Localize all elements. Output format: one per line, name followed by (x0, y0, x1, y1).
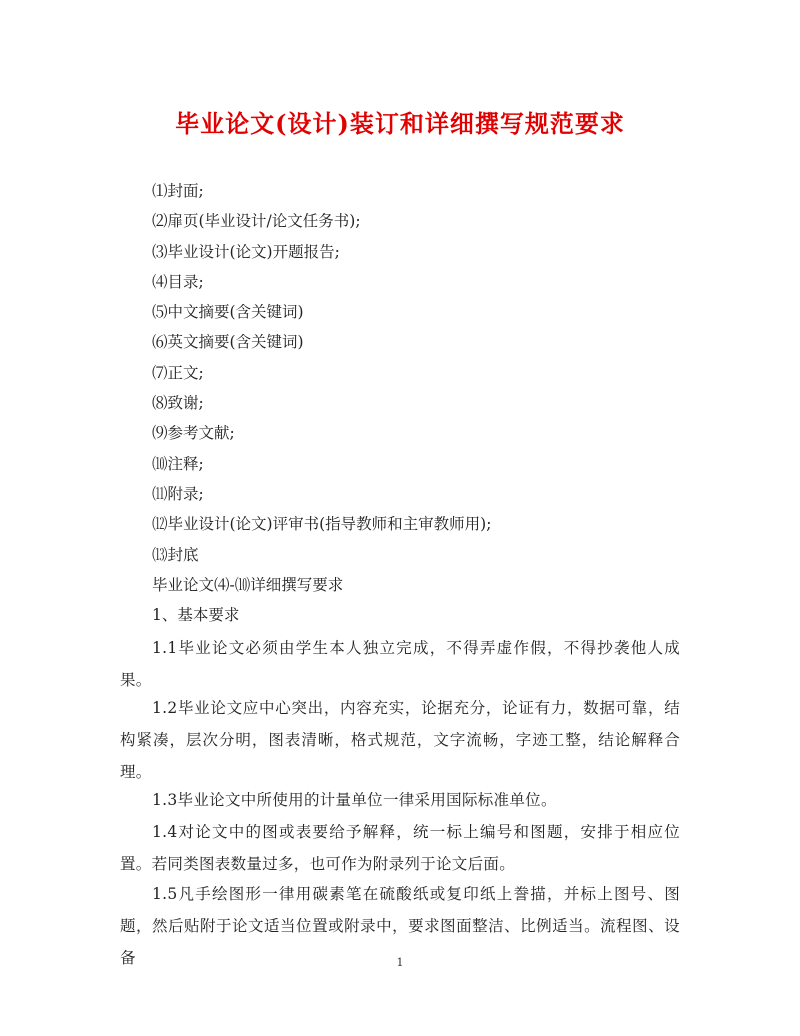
list-item: ⒀封底 (152, 545, 199, 564)
paragraph-1-2: 1.2毕业论文应中心突出，内容充实，论据充分，论证有力，数据可靠，结构紧凑，层次分明，图表清晰，格式规范，文字流畅，字迹工整，结论解释合理。 (120, 699, 680, 781)
list-item: ⑶毕业设计(论文)开题报告; (152, 242, 340, 261)
requirements-lead: 毕业论文⑷-⑽详细撰写要求 (152, 576, 344, 594)
list-item: ⑵扉页(毕业设计/论文任务书); (152, 212, 361, 231)
document-title: 毕业论文(设计)装订和详细撰写规范要求 (175, 109, 625, 138)
paragraph-1-1: 1.1毕业论文必须由学生本人独立完成，不得弄虚作假，不得抄袭他人成果。 (120, 639, 680, 689)
page-number: 1 (396, 956, 404, 969)
list-item: ⑾附录; (152, 484, 204, 503)
list-item: ⑿毕业设计(论文)评审书(指导教师和主审教师用); (152, 515, 492, 534)
list-item: ⑴封面; (152, 182, 204, 200)
list-item: ⑹英文摘要(含关键词) (152, 333, 304, 352)
list-item: ⑺正文; (152, 363, 204, 382)
list-item: ⑷目录; (152, 272, 204, 291)
list-item: ⑼参考文献; (152, 424, 235, 443)
paragraph-1-4: 1.4对论文中的图或表要给予解释，统一标上编号和图题，安排于相应位置。若同类图表数量过多，也可作为附录列于论文后面。 (120, 823, 680, 873)
section-heading: 1、基本要求 (152, 606, 240, 624)
binding-order-list (152, 176, 712, 570)
list-item: ⑸中文摘要(含关键词) (152, 303, 304, 322)
list-item: ⑻致谢; (152, 394, 204, 413)
paragraph-1-5: 1.5凡手绘图形一律用碳素笔在硫酸纸或复印纸上誊描，并标上图号、图题，然后贴附于论文适当位置或附录中，要求图面整洁、比例适当。流程图、设备 (120, 885, 680, 967)
paragraph-1-3: 1.3毕业论文中所使用的计量单位一律采用国际标准单位。 (152, 791, 557, 809)
list-item: ⑽注释; (152, 454, 204, 473)
